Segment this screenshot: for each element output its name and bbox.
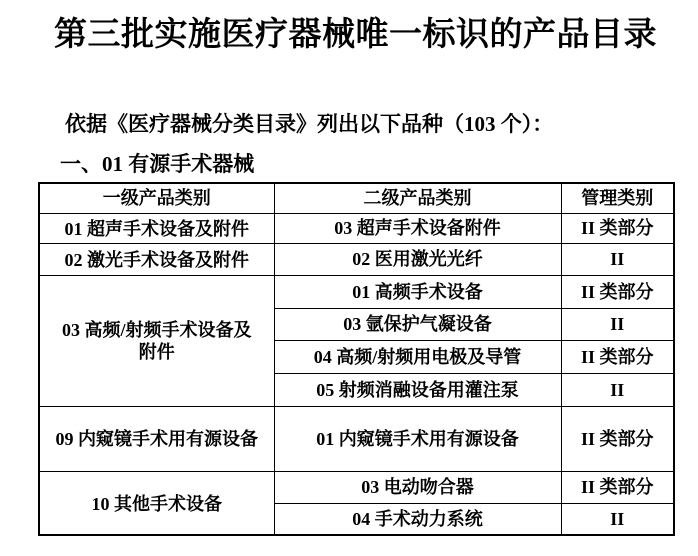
cell-level1-text: 02 激光手术设备及附件: [64, 249, 249, 270]
header-level2: 二级产品类别: [274, 183, 561, 213]
cell-level1: [39, 243, 274, 275]
page-title: 第三批实施医疗器械唯一标识的产品目录: [54, 15, 657, 52]
table-header-row: [39, 183, 674, 213]
cell-category: II 类部分: [561, 471, 674, 503]
product-catalog-table: [38, 182, 675, 536]
cell-level2: 03 电动吻合器: [274, 471, 561, 503]
cell-level2: 04 高频/射频用电极及导管: [274, 340, 561, 373]
cell-level2: 03 超声手术设备附件: [274, 213, 561, 243]
table-row: [39, 406, 674, 471]
cell-level1: [39, 213, 274, 243]
cell-category: II 类部分: [561, 406, 674, 471]
cell-category: II 类部分: [561, 340, 674, 373]
table-row: [39, 243, 674, 275]
cell-category: II: [561, 243, 674, 275]
cell-level1-text: 09 内窥镜手术用有源设备: [55, 429, 258, 450]
cell-category: II: [561, 373, 674, 406]
table-row: [39, 471, 674, 503]
header-category: 管理类别: [561, 183, 674, 213]
cell-level2: 01 内窥镜手术用有源设备: [274, 406, 561, 471]
cell-category: II: [561, 308, 674, 340]
cell-level1-text: 10 其他手术设备: [91, 493, 222, 514]
header-level1: 一级产品类别: [39, 183, 274, 213]
section-heading: 一、01 有源手术器械: [60, 152, 255, 176]
table-row: [39, 275, 674, 308]
table-row: [39, 213, 674, 243]
cell-category: II: [561, 503, 674, 535]
cell-category: II 类部分: [561, 213, 674, 243]
cell-category: II 类部分: [561, 275, 674, 308]
cell-level1-text: 01 超声手术设备及附件: [64, 218, 249, 239]
cell-level1: [39, 471, 274, 535]
cell-level1: [39, 275, 274, 406]
cell-level2: 01 高频手术设备: [274, 275, 561, 308]
cell-level2: 05 射频消融设备用灌注泵: [274, 373, 561, 406]
intro-paragraph: 依据《医疗器械分类目录》列出以下品种（103 个）：: [65, 112, 554, 136]
cell-level2: 03 氩保护气凝设备: [274, 308, 561, 340]
cell-level2: 04 手术动力系统: [274, 503, 561, 535]
cell-level2: 02 医用激光光纤: [274, 243, 561, 275]
cell-level1: [39, 406, 274, 471]
cell-level1-text: 03 高频/射频手术设备及附件: [61, 319, 252, 362]
